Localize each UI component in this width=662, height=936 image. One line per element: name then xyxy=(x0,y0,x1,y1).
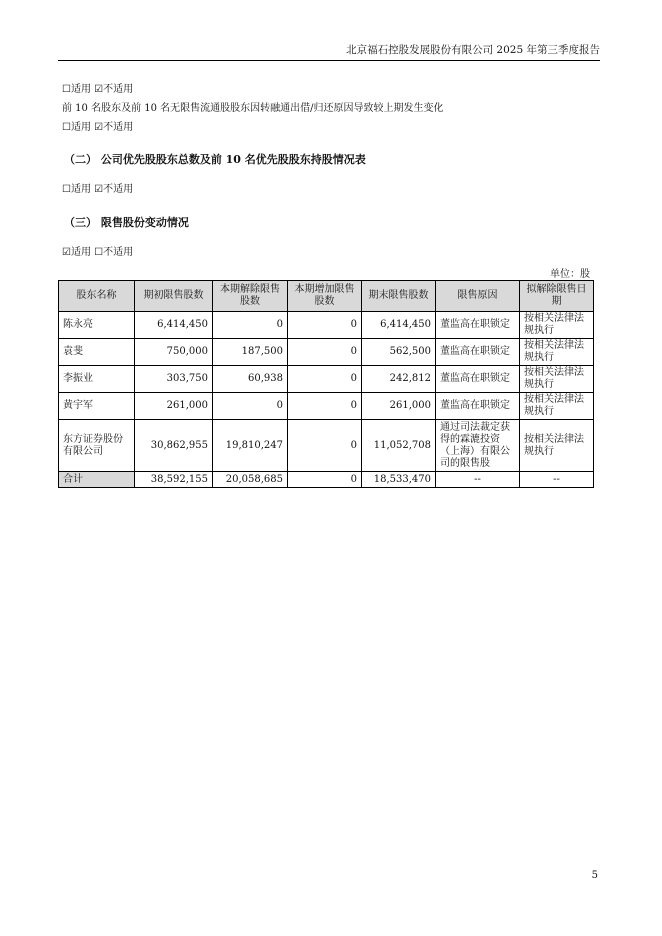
cell-release-date: 按相关法律法规执行 xyxy=(520,393,594,420)
cell-closing: 261,000 xyxy=(362,393,436,420)
cell-release-date: 按相关法律法规执行 xyxy=(520,420,594,472)
cell-closing: 11,052,708 xyxy=(362,420,436,472)
cell-opening: 261,000 xyxy=(135,393,213,420)
header-released: 本期解除限售股数 xyxy=(213,281,288,312)
cell-total-closing: 18,533,470 xyxy=(362,472,436,488)
cell-reason: 董监高在职锁定 xyxy=(436,393,520,420)
cell-reason: 通过司法裁定获得的霖漉投资（上海）有限公司的限售股 xyxy=(436,420,520,472)
cell-total-release-date: -- xyxy=(520,472,594,488)
cell-added: 0 xyxy=(288,366,362,393)
cell-total-reason: -- xyxy=(436,472,520,488)
table-row xyxy=(59,312,594,339)
page-header: 北京福石控股发展股份有限公司 2025 年第三季度报告 xyxy=(58,42,600,61)
cell-total-added: 0 xyxy=(288,472,362,488)
cell-name: 东方证券股份有限公司 xyxy=(59,420,135,472)
cell-closing: 6,414,450 xyxy=(362,312,436,339)
cell-total-label: 合计 xyxy=(59,472,135,488)
cell-released: 0 xyxy=(213,312,288,339)
applicable-checkbox-line-2: ☐适用 ☑不适用 xyxy=(62,122,134,133)
cell-release-date: 按相关法律法规执行 xyxy=(520,366,594,393)
unit-label: 单位：股 xyxy=(550,269,590,280)
header-release-date: 拟解除限售日期 xyxy=(520,281,594,312)
header-shareholder-name: 股东名称 xyxy=(59,281,135,312)
header-closing-restricted: 期末限售股数 xyxy=(362,281,436,312)
cell-added: 0 xyxy=(288,393,362,420)
cell-reason: 董监高在职锁定 xyxy=(436,339,520,366)
lending-change-note: 前 10 名股东及前 10 名无限售流通股股东因转融通出借/归还原因导致较上期发生变化 xyxy=(62,103,444,114)
cell-released: 0 xyxy=(213,393,288,420)
cell-closing: 562,500 xyxy=(362,339,436,366)
cell-name: 陈永亮 xyxy=(59,312,135,339)
table-row xyxy=(59,393,594,420)
cell-added: 0 xyxy=(288,339,362,366)
table-row xyxy=(59,366,594,393)
header-reason: 限售原因 xyxy=(436,281,520,312)
cell-name: 李振业 xyxy=(59,366,135,393)
table-row xyxy=(59,339,594,366)
cell-name: 袁斐 xyxy=(59,339,135,366)
cell-name: 黄宇军 xyxy=(59,393,135,420)
cell-added: 0 xyxy=(288,420,362,472)
cell-released: 19,810,247 xyxy=(213,420,288,472)
applicable-checkbox-line-1: ☐适用 ☑不适用 xyxy=(62,84,134,95)
table-total-row xyxy=(59,472,594,488)
applicable-checkbox-line-4: ☑适用 ☐不适用 xyxy=(62,247,134,258)
applicable-checkbox-line-3: ☐适用 ☑不适用 xyxy=(62,184,134,195)
cell-added: 0 xyxy=(288,312,362,339)
cell-release-date: 按相关法律法规执行 xyxy=(520,339,594,366)
cell-release-date: 按相关法律法规执行 xyxy=(520,312,594,339)
header-added: 本期增加限售股数 xyxy=(288,281,362,312)
page-number: 5 xyxy=(591,870,598,881)
cell-reason: 董监高在职锁定 xyxy=(436,312,520,339)
table-header-row xyxy=(59,281,594,312)
cell-total-released: 20,058,685 xyxy=(213,472,288,488)
table-row xyxy=(59,420,594,472)
header-opening-restricted: 期初限售股数 xyxy=(135,281,213,312)
cell-opening: 30,862,955 xyxy=(135,420,213,472)
cell-opening: 750,000 xyxy=(135,339,213,366)
cell-opening: 6,414,450 xyxy=(135,312,213,339)
section-two-heading: （二） 公司优先股股东总数及前 10 名优先股股东持股情况表 xyxy=(64,153,366,166)
cell-closing: 242,812 xyxy=(362,366,436,393)
cell-reason: 董监高在职锁定 xyxy=(436,366,520,393)
section-three-heading: （三） 限售股份变动情况 xyxy=(64,216,189,229)
restricted-shares-table xyxy=(58,280,594,488)
cell-released: 187,500 xyxy=(213,339,288,366)
cell-released: 60,938 xyxy=(213,366,288,393)
cell-total-opening: 38,592,155 xyxy=(135,472,213,488)
cell-opening: 303,750 xyxy=(135,366,213,393)
